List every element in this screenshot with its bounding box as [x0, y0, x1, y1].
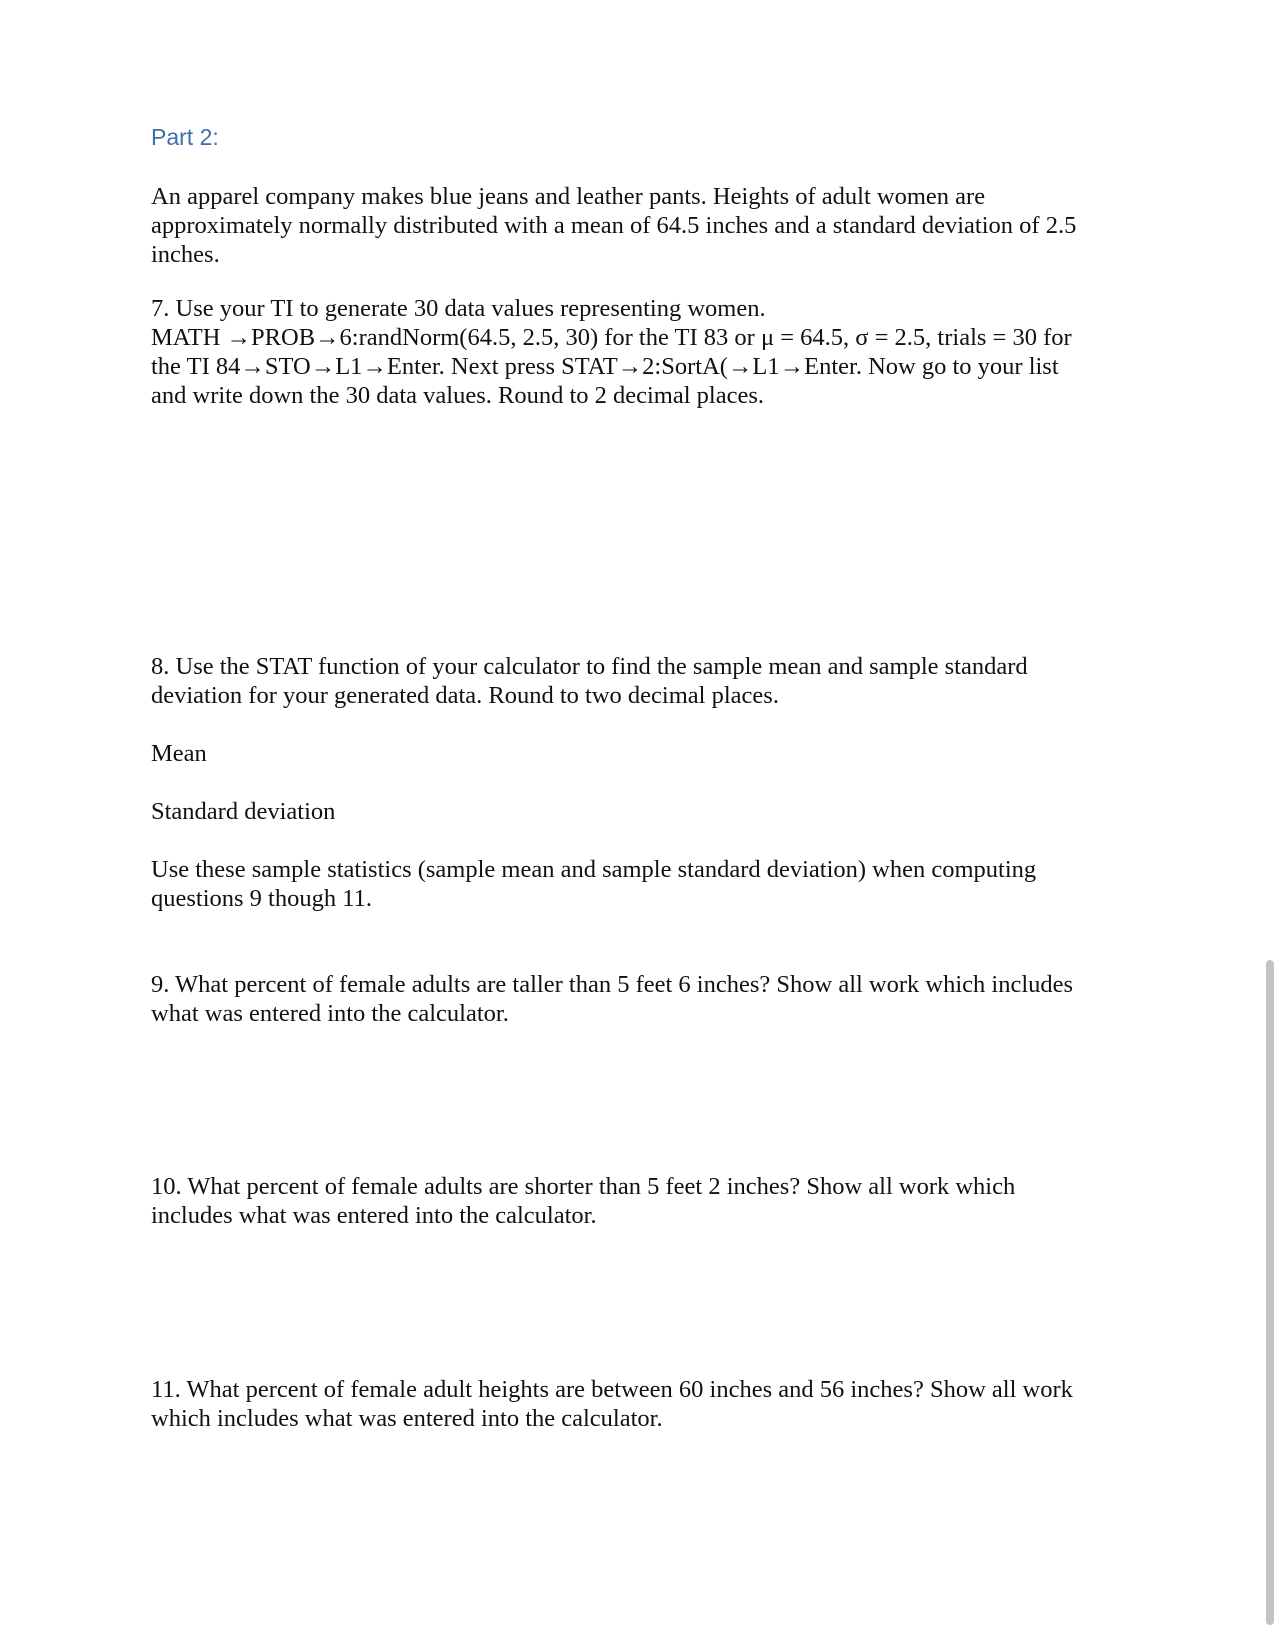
note-line: Use these sample statistics (sample mean and sample standard deviation) when computing — [151, 856, 1037, 883]
question-11 — [151, 1375, 1151, 1433]
question-7-line: MATH →PROB→6:randNorm(64.5, 2.5, 30) for the TI 83 or μ = 64.5, σ = 2.5, trials = 30 for — [151, 324, 1072, 351]
sample-statistics-note — [151, 855, 1151, 913]
vertical-scrollbar[interactable] — [1266, 960, 1274, 1625]
question-9-line: 9. What percent of female adults are taller than 5 feet 6 inches? Show all work which includes — [151, 971, 1074, 998]
question-10-line: includes what was entered into the calculator. — [151, 1202, 597, 1229]
question-9-line: what was entered into the calculator. — [151, 1000, 509, 1027]
question-11-line: 11. What percent of female adult heights are between 60 inches and 56 inches? Show all work — [151, 1376, 1073, 1403]
question-9 — [151, 970, 1151, 1028]
question-10-line: 10. What percent of female adults are shorter than 5 feet 2 inches? Show all work which — [151, 1173, 1016, 1200]
intro-line: inches. — [151, 241, 220, 268]
question-8 — [151, 652, 1151, 710]
question-8-line: 8. Use the STAT function of your calculator to find the sample mean and sample standard — [151, 653, 1028, 680]
intro-line: approximately normally distributed with a mean of 64.5 inches and a standard deviation of 2.5 — [151, 212, 1077, 239]
part-heading: Part 2: — [151, 124, 219, 150]
note-line: questions 9 though 11. — [151, 885, 372, 912]
question-7 — [151, 294, 1151, 410]
intro-paragraph — [151, 182, 1151, 269]
standard-deviation-label: Standard deviation — [151, 798, 336, 825]
question-7-line: the TI 84→STO→L1→Enter. Next press STAT→2:SortA(→L1→Enter. Now go to your list — [151, 353, 1059, 380]
question-7-line: 7. Use your TI to generate 30 data values representing women. — [151, 295, 766, 322]
question-10 — [151, 1172, 1151, 1230]
question-7-line: and write down the 30 data values. Round to 2 decimal places. — [151, 382, 765, 409]
question-11-line: which includes what was entered into the calculator. — [151, 1405, 663, 1432]
mean-label: Mean — [151, 740, 207, 767]
question-8-line: deviation for your generated data. Round to two decimal places. — [151, 682, 779, 709]
intro-line: An apparel company makes blue jeans and leather pants. Heights of adult women are — [151, 183, 986, 210]
